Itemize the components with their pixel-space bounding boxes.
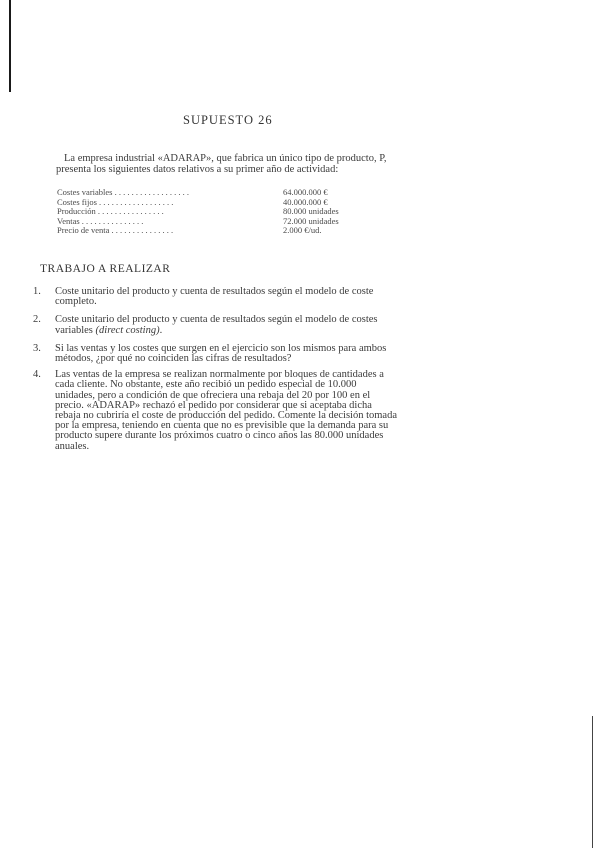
task-text: Las ventas de la empresa se realizan normalmente por bloques de cantidades a cada cliente. No obstante, este año recibió un pedido especial de 10.000 unidades, pero a condición de que ofreciera una rebaja del 20 por 100 en el precio. «ADARAP» rechazó el pedido por considerar que si aceptaba dicha rebaja no cubriría el coste de producción del pedido. Comente la decisión tomada por la empresa, teniendo en cuenta que no es previsible que la demanda para su producto supere durante los próximos cuatro o cinco años las 80.000 unidades anuales. [55,369,398,452]
task-text-end: . [159,324,163,336]
data-label: Ventas . . . . . . . . . . . . . . . [57,215,144,226]
intro-paragraph: La empresa industrial «ADARAP», que fabrica un único tipo de producto, P, presenta los siguientes datos relativos a su primer año de actividad: [56,153,387,175]
task-item [33,344,397,364]
task-text: Si las ventas y los costes que surgen en el ejercicio son los mismos para ambos métodos, ¿por qué no coinciden las cifras de resultados? [55,342,387,365]
task-text [55,315,397,335]
scan-edge-right [592,716,593,848]
task-list [33,287,397,460]
task-number: 4. [33,369,41,381]
section-heading: TRABAJO A REALIZAR [40,263,171,275]
page-title: SUPUESTO 26 [183,113,273,127]
task-number: 1. [33,286,41,297]
task-number: 2. [33,314,41,326]
scan-edge-left [9,0,11,92]
task-text-main: Coste unitario del producto y cuenta de resultados según el modelo de costes variables [55,314,378,336]
data-label: Precio de venta . . . . . . . . . . . . . . . [57,225,174,236]
data-value: 40.000.000 € [283,196,328,207]
data-label: Costes variables . . . . . . . . . . . . . . . . . . [57,187,189,197]
task-number: 3. [33,342,41,354]
task-item [33,370,397,452]
data-value: 80.000 unidades [283,206,339,217]
task-item [33,287,397,307]
data-row [57,226,377,236]
data-value: 2.000 €/ud. [283,225,322,236]
task-item [33,315,397,335]
data-label: Producción . . . . . . . . . . . . . . . . [57,206,164,217]
data-label: Costes fijos . . . . . . . . . . . . . . . . . . [57,196,174,207]
data-value: 64.000.000 € [283,187,328,197]
data-table [57,188,377,236]
task-text: Coste unitario del producto y cuenta de resultados según el modelo de coste completo. [55,286,374,308]
task-text-italic: (direct costing) [95,324,160,336]
data-value: 72.000 unidades [283,215,339,226]
